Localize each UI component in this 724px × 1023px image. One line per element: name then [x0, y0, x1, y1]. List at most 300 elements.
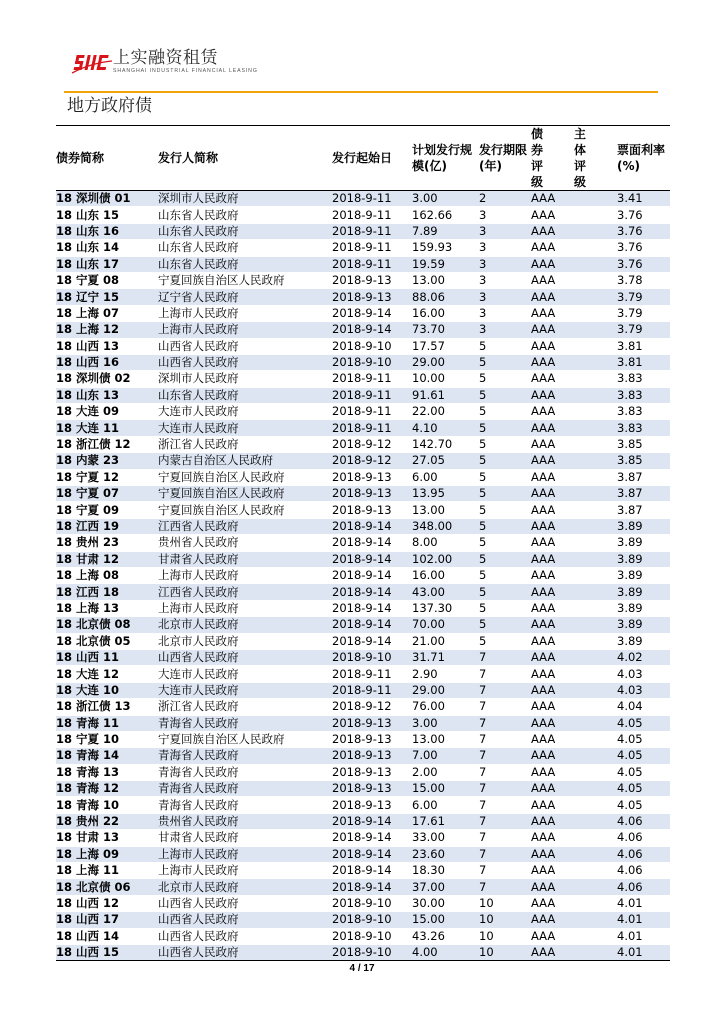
cell-start-date: 2018-9-11: [332, 207, 412, 223]
cell-issue-size: 31.71: [412, 649, 479, 665]
cell-coupon: 4.01: [617, 928, 670, 944]
siic-logo-icon: [70, 49, 112, 79]
cell-term: 10: [479, 928, 531, 944]
cell-bond-name: 18 宁夏 12: [56, 469, 158, 485]
cell-bond-rating: AAA: [531, 682, 574, 698]
cell-bond-name: 18 山西 16: [56, 354, 158, 370]
cell-coupon: 3.81: [617, 338, 670, 354]
cell-start-date: 2018-9-13: [332, 731, 412, 747]
cell-issuer: 浙江省人民政府: [158, 699, 332, 715]
cell-start-date: 2018-9-12: [332, 436, 412, 452]
cell-bond-name: 18 贵州 23: [56, 535, 158, 551]
cell-bond-name: 18 山西 14: [56, 928, 158, 944]
cell-bond-name: 18 宁夏 08: [56, 272, 158, 288]
table-row: [56, 338, 670, 354]
cell-start-date: 2018-9-10: [332, 912, 412, 928]
cell-term: 3: [479, 322, 531, 338]
cell-entity-rating: [574, 944, 617, 960]
cell-start-date: 2018-9-11: [332, 387, 412, 403]
cell-bond-rating: AAA: [531, 912, 574, 928]
table-row: [56, 371, 670, 387]
cell-bond-rating: AAA: [531, 600, 574, 616]
cell-coupon: 4.06: [617, 830, 670, 846]
cell-issuer: 青海省人民政府: [158, 797, 332, 813]
cell-term: 5: [479, 486, 531, 502]
cell-term: 5: [479, 633, 531, 649]
cell-bond-rating: AAA: [531, 436, 574, 452]
cell-start-date: 2018-9-11: [332, 256, 412, 272]
cell-start-date: 2018-9-13: [332, 469, 412, 485]
cell-coupon: 3.81: [617, 354, 670, 370]
header-rule: [64, 91, 658, 93]
cell-entity-rating: [574, 846, 617, 862]
cell-start-date: 2018-9-13: [332, 272, 412, 288]
table-row: [56, 453, 670, 469]
cell-issuer: 内蒙古自治区人民政府: [158, 453, 332, 469]
cell-term: 5: [479, 436, 531, 452]
table-row: [56, 420, 670, 436]
cell-bond-name: 18 大连 12: [56, 666, 158, 682]
cell-bond-name: 18 江西 19: [56, 518, 158, 534]
cell-entity-rating: [574, 469, 617, 485]
cell-entity-rating: [574, 731, 617, 747]
cell-bond-name: 18 上海 09: [56, 846, 158, 862]
cell-start-date: 2018-9-14: [332, 551, 412, 567]
cell-term: 7: [479, 797, 531, 813]
cell-bond-rating: AAA: [531, 469, 574, 485]
cell-entity-rating: [574, 649, 617, 665]
cell-issuer: 浙江省人民政府: [158, 436, 332, 452]
table-row: [56, 191, 670, 207]
column-header-term: 发行期限(年): [479, 126, 531, 191]
cell-issue-size: 27.05: [412, 453, 479, 469]
cell-coupon: 3.41: [617, 191, 670, 207]
cell-term: 7: [479, 863, 531, 879]
cell-start-date: 2018-9-13: [332, 748, 412, 764]
table-row: [56, 846, 670, 862]
cell-issuer: 上海市人民政府: [158, 863, 332, 879]
table-row: [56, 404, 670, 420]
cell-bond-name: 18 上海 07: [56, 305, 158, 321]
cell-coupon: 3.85: [617, 436, 670, 452]
cell-bond-rating: AAA: [531, 879, 574, 895]
table-row: [56, 469, 670, 485]
cell-issuer: 深圳市人民政府: [158, 191, 332, 207]
cell-issuer: 北京市人民政府: [158, 879, 332, 895]
cell-issuer: 甘肃省人民政府: [158, 830, 332, 846]
cell-issuer: 大连市人民政府: [158, 420, 332, 436]
cell-start-date: 2018-9-14: [332, 863, 412, 879]
cell-entity-rating: [574, 486, 617, 502]
cell-coupon: 4.01: [617, 944, 670, 960]
cell-start-date: 2018-9-13: [332, 764, 412, 780]
table-row: [56, 895, 670, 911]
cell-term: 5: [479, 453, 531, 469]
cell-bond-name: 18 深圳债 02: [56, 371, 158, 387]
cell-bond-rating: AAA: [531, 387, 574, 403]
table-row: [56, 305, 670, 321]
table-row: [56, 387, 670, 403]
cell-entity-rating: [574, 895, 617, 911]
cell-bond-rating: AAA: [531, 764, 574, 780]
table-row: [56, 715, 670, 731]
cell-bond-rating: AAA: [531, 256, 574, 272]
cell-issue-size: 142.70: [412, 436, 479, 452]
cell-coupon: 3.89: [617, 584, 670, 600]
table-row: [56, 879, 670, 895]
table-row: [56, 289, 670, 305]
cell-bond-rating: AAA: [531, 502, 574, 518]
cell-issuer: 宁夏回族自治区人民政府: [158, 486, 332, 502]
table-row: [56, 322, 670, 338]
cell-bond-name: 18 青海 14: [56, 748, 158, 764]
cell-bond-rating: AAA: [531, 354, 574, 370]
cell-bond-name: 18 宁夏 07: [56, 486, 158, 502]
cell-start-date: 2018-9-14: [332, 518, 412, 534]
cell-coupon: 3.83: [617, 420, 670, 436]
cell-issuer: 上海市人民政府: [158, 846, 332, 862]
cell-term: 5: [479, 371, 531, 387]
table-row: [56, 551, 670, 567]
cell-bond-name: 18 青海 12: [56, 781, 158, 797]
cell-issuer: 山西省人民政府: [158, 354, 332, 370]
cell-bond-rating: AAA: [531, 617, 574, 633]
table-row: [56, 682, 670, 698]
cell-entity-rating: [574, 781, 617, 797]
table-row: [56, 502, 670, 518]
cell-issue-size: 159.93: [412, 240, 479, 256]
cell-entity-rating: [574, 879, 617, 895]
cell-bond-rating: AAA: [531, 567, 574, 583]
cell-issuer: 山西省人民政府: [158, 649, 332, 665]
cell-issuer: 北京市人民政府: [158, 633, 332, 649]
cell-issuer: 山东省人民政府: [158, 387, 332, 403]
cell-issuer: 山西省人民政府: [158, 912, 332, 928]
cell-entity-rating: [574, 305, 617, 321]
cell-term: 3: [479, 305, 531, 321]
cell-bond-name: 18 山西 11: [56, 649, 158, 665]
cell-term: 3: [479, 207, 531, 223]
cell-term: 7: [479, 813, 531, 829]
cell-issuer: 山东省人民政府: [158, 207, 332, 223]
cell-issue-size: 13.00: [412, 731, 479, 747]
cell-entity-rating: [574, 912, 617, 928]
bond-table: [56, 125, 670, 961]
table-row: [56, 781, 670, 797]
cell-issuer: 大连市人民政府: [158, 666, 332, 682]
table-row: [56, 797, 670, 813]
table-row: [56, 666, 670, 682]
cell-bond-rating: AAA: [531, 846, 574, 862]
cell-start-date: 2018-9-13: [332, 486, 412, 502]
cell-coupon: 3.87: [617, 486, 670, 502]
cell-entity-rating: [574, 813, 617, 829]
cell-coupon: 3.79: [617, 289, 670, 305]
cell-coupon: 4.06: [617, 813, 670, 829]
cell-issuer: 宁夏回族自治区人民政府: [158, 502, 332, 518]
cell-term: 5: [479, 535, 531, 551]
cell-bond-rating: AAA: [531, 863, 574, 879]
cell-entity-rating: [574, 617, 617, 633]
cell-issuer: 宁夏回族自治区人民政府: [158, 272, 332, 288]
cell-bond-rating: AAA: [531, 797, 574, 813]
cell-issuer: 上海市人民政府: [158, 600, 332, 616]
table-row: [56, 584, 670, 600]
cell-entity-rating: [574, 551, 617, 567]
table-row: [56, 764, 670, 780]
cell-coupon: 4.06: [617, 863, 670, 879]
cell-start-date: 2018-9-10: [332, 944, 412, 960]
cell-issue-size: 88.06: [412, 289, 479, 305]
cell-bond-rating: AAA: [531, 666, 574, 682]
cell-issue-size: 13.95: [412, 486, 479, 502]
cell-entity-rating: [574, 567, 617, 583]
cell-coupon: 4.05: [617, 715, 670, 731]
cell-entity-rating: [574, 191, 617, 207]
cell-start-date: 2018-9-11: [332, 404, 412, 420]
cell-entity-rating: [574, 928, 617, 944]
cell-bond-rating: AAA: [531, 207, 574, 223]
cell-bond-name: 18 山西 17: [56, 912, 158, 928]
cell-issue-size: 2.00: [412, 764, 479, 780]
cell-start-date: 2018-9-14: [332, 633, 412, 649]
cell-entity-rating: [574, 289, 617, 305]
table-row: [56, 256, 670, 272]
cell-term: 7: [479, 649, 531, 665]
cell-term: 5: [479, 420, 531, 436]
cell-coupon: 3.87: [617, 469, 670, 485]
cell-term: 5: [479, 551, 531, 567]
cell-bond-rating: AAA: [531, 944, 574, 960]
cell-issuer: 山西省人民政府: [158, 944, 332, 960]
cell-coupon: 4.04: [617, 699, 670, 715]
cell-term: 7: [479, 830, 531, 846]
cell-bond-rating: AAA: [531, 486, 574, 502]
cell-coupon: 3.76: [617, 256, 670, 272]
cell-bond-name: 18 北京债 06: [56, 879, 158, 895]
cell-issuer: 青海省人民政府: [158, 781, 332, 797]
cell-term: 7: [479, 699, 531, 715]
table-row: [56, 567, 670, 583]
cell-entity-rating: [574, 715, 617, 731]
cell-term: 7: [479, 781, 531, 797]
column-header-rating: 债券评级: [531, 126, 574, 191]
cell-issuer: 上海市人民政府: [158, 567, 332, 583]
cell-entity-rating: [574, 633, 617, 649]
cell-issue-size: 30.00: [412, 895, 479, 911]
cell-issuer: 深圳市人民政府: [158, 371, 332, 387]
cell-term: 3: [479, 240, 531, 256]
cell-start-date: 2018-9-11: [332, 371, 412, 387]
cell-term: 7: [479, 715, 531, 731]
cell-bond-rating: AAA: [531, 928, 574, 944]
cell-bond-name: 18 大连 11: [56, 420, 158, 436]
cell-term: 10: [479, 944, 531, 960]
cell-entity-rating: [574, 748, 617, 764]
cell-start-date: 2018-9-13: [332, 797, 412, 813]
cell-entity-rating: [574, 436, 617, 452]
cell-coupon: 4.05: [617, 748, 670, 764]
table-row: [56, 617, 670, 633]
cell-bond-rating: AAA: [531, 813, 574, 829]
cell-bond-name: 18 大连 09: [56, 404, 158, 420]
table-row: [56, 207, 670, 223]
cell-start-date: 2018-9-13: [332, 781, 412, 797]
cell-issuer: 北京市人民政府: [158, 617, 332, 633]
cell-start-date: 2018-9-14: [332, 584, 412, 600]
cell-coupon: 3.76: [617, 207, 670, 223]
cell-issue-size: 137.30: [412, 600, 479, 616]
cell-bond-name: 18 贵州 22: [56, 813, 158, 829]
cell-bond-name: 18 山西 15: [56, 944, 158, 960]
cell-issue-size: 7.00: [412, 748, 479, 764]
cell-issuer: 甘肃省人民政府: [158, 551, 332, 567]
cell-bond-name: 18 山东 13: [56, 387, 158, 403]
table-row: [56, 600, 670, 616]
cell-coupon: 3.83: [617, 371, 670, 387]
cell-start-date: 2018-9-14: [332, 600, 412, 616]
cell-issuer: 江西省人民政府: [158, 584, 332, 600]
cell-coupon: 3.89: [617, 567, 670, 583]
cell-start-date: 2018-9-14: [332, 567, 412, 583]
cell-entity-rating: [574, 502, 617, 518]
page-number: 4 / 17: [349, 963, 375, 974]
table-row: [56, 633, 670, 649]
cell-bond-rating: AAA: [531, 338, 574, 354]
cell-issue-size: 102.00: [412, 551, 479, 567]
cell-issue-size: 162.66: [412, 207, 479, 223]
cell-issue-size: 8.00: [412, 535, 479, 551]
cell-issuer: 贵州省人民政府: [158, 535, 332, 551]
cell-bond-name: 18 江西 18: [56, 584, 158, 600]
cell-issue-size: 16.00: [412, 305, 479, 321]
cell-issue-size: 17.61: [412, 813, 479, 829]
cell-coupon: 3.87: [617, 502, 670, 518]
cell-issue-size: 21.00: [412, 633, 479, 649]
column-header-coupon: 票面利率(%): [617, 126, 670, 191]
cell-entity-rating: [574, 338, 617, 354]
cell-coupon: 3.76: [617, 223, 670, 239]
cell-coupon: 3.78: [617, 272, 670, 288]
cell-entity-rating: [574, 420, 617, 436]
cell-start-date: 2018-9-14: [332, 846, 412, 862]
cell-start-date: 2018-9-14: [332, 830, 412, 846]
cell-issuer: 辽宁省人民政府: [158, 289, 332, 305]
cell-issue-size: 76.00: [412, 699, 479, 715]
cell-entity-rating: [574, 371, 617, 387]
cell-issuer: 青海省人民政府: [158, 715, 332, 731]
table-header-row: [56, 126, 670, 191]
cell-coupon: 3.89: [617, 600, 670, 616]
cell-start-date: 2018-9-11: [332, 191, 412, 207]
cell-start-date: 2018-9-12: [332, 699, 412, 715]
cell-bond-rating: AAA: [531, 223, 574, 239]
cell-coupon: 4.06: [617, 879, 670, 895]
cell-entity-rating: [574, 600, 617, 616]
cell-issue-size: 2.90: [412, 666, 479, 682]
cell-issuer: 山西省人民政府: [158, 895, 332, 911]
cell-bond-name: 18 甘肃 12: [56, 551, 158, 567]
cell-coupon: 3.83: [617, 387, 670, 403]
cell-term: 5: [479, 617, 531, 633]
cell-bond-name: 18 辽宁 15: [56, 289, 158, 305]
cell-term: 10: [479, 912, 531, 928]
cell-coupon: 4.05: [617, 797, 670, 813]
table-row: [56, 813, 670, 829]
table-row: [56, 944, 670, 960]
table-row: [56, 731, 670, 747]
table-row: [56, 699, 670, 715]
cell-start-date: 2018-9-10: [332, 895, 412, 911]
cell-term: 5: [479, 404, 531, 420]
cell-bond-name: 18 深圳债 01: [56, 191, 158, 207]
table-row: [56, 535, 670, 551]
cell-issuer: 贵州省人民政府: [158, 813, 332, 829]
cell-bond-name: 18 青海 13: [56, 764, 158, 780]
cell-coupon: 3.89: [617, 518, 670, 534]
cell-issue-size: 13.00: [412, 272, 479, 288]
cell-start-date: 2018-9-14: [332, 535, 412, 551]
column-header-name: 债券简称: [56, 126, 158, 191]
cell-coupon: 4.02: [617, 649, 670, 665]
cell-entity-rating: [574, 240, 617, 256]
cell-start-date: 2018-9-14: [332, 617, 412, 633]
cell-bond-name: 18 上海 13: [56, 600, 158, 616]
cell-bond-rating: AAA: [531, 731, 574, 747]
cell-entity-rating: [574, 863, 617, 879]
cell-issue-size: 70.00: [412, 617, 479, 633]
table-row: [56, 486, 670, 502]
cell-term: 10: [479, 895, 531, 911]
cell-bond-rating: AAA: [531, 404, 574, 420]
cell-entity-rating: [574, 453, 617, 469]
cell-bond-rating: AAA: [531, 191, 574, 207]
cell-start-date: 2018-9-10: [332, 338, 412, 354]
table-row: [56, 748, 670, 764]
company-name-en: SHANGHAI INDUSTRIAL FINANCIAL LEASING: [113, 68, 258, 74]
cell-entity-rating: [574, 764, 617, 780]
cell-bond-name: 18 上海 08: [56, 567, 158, 583]
cell-term: 5: [479, 584, 531, 600]
cell-coupon: 3.89: [617, 633, 670, 649]
cell-bond-name: 18 宁夏 10: [56, 731, 158, 747]
cell-bond-name: 18 山东 17: [56, 256, 158, 272]
cell-start-date: 2018-9-12: [332, 453, 412, 469]
cell-issue-size: 43.26: [412, 928, 479, 944]
cell-start-date: 2018-9-10: [332, 354, 412, 370]
cell-term: 5: [479, 518, 531, 534]
cell-term: 5: [479, 469, 531, 485]
cell-issue-size: 10.00: [412, 371, 479, 387]
cell-coupon: 3.89: [617, 617, 670, 633]
table-row: [56, 354, 670, 370]
cell-bond-name: 18 山东 15: [56, 207, 158, 223]
cell-issuer: 青海省人民政府: [158, 748, 332, 764]
cell-issue-size: 6.00: [412, 797, 479, 813]
cell-entity-rating: [574, 518, 617, 534]
cell-issue-size: 13.00: [412, 502, 479, 518]
cell-entity-rating: [574, 404, 617, 420]
cell-bond-rating: AAA: [531, 420, 574, 436]
cell-start-date: 2018-9-11: [332, 240, 412, 256]
cell-coupon: 4.03: [617, 682, 670, 698]
cell-issuer: 山东省人民政府: [158, 223, 332, 239]
cell-issue-size: 4.10: [412, 420, 479, 436]
cell-start-date: 2018-9-13: [332, 502, 412, 518]
table-row: [56, 863, 670, 879]
cell-issuer: 宁夏回族自治区人民政府: [158, 731, 332, 747]
cell-bond-name: 18 青海 11: [56, 715, 158, 731]
